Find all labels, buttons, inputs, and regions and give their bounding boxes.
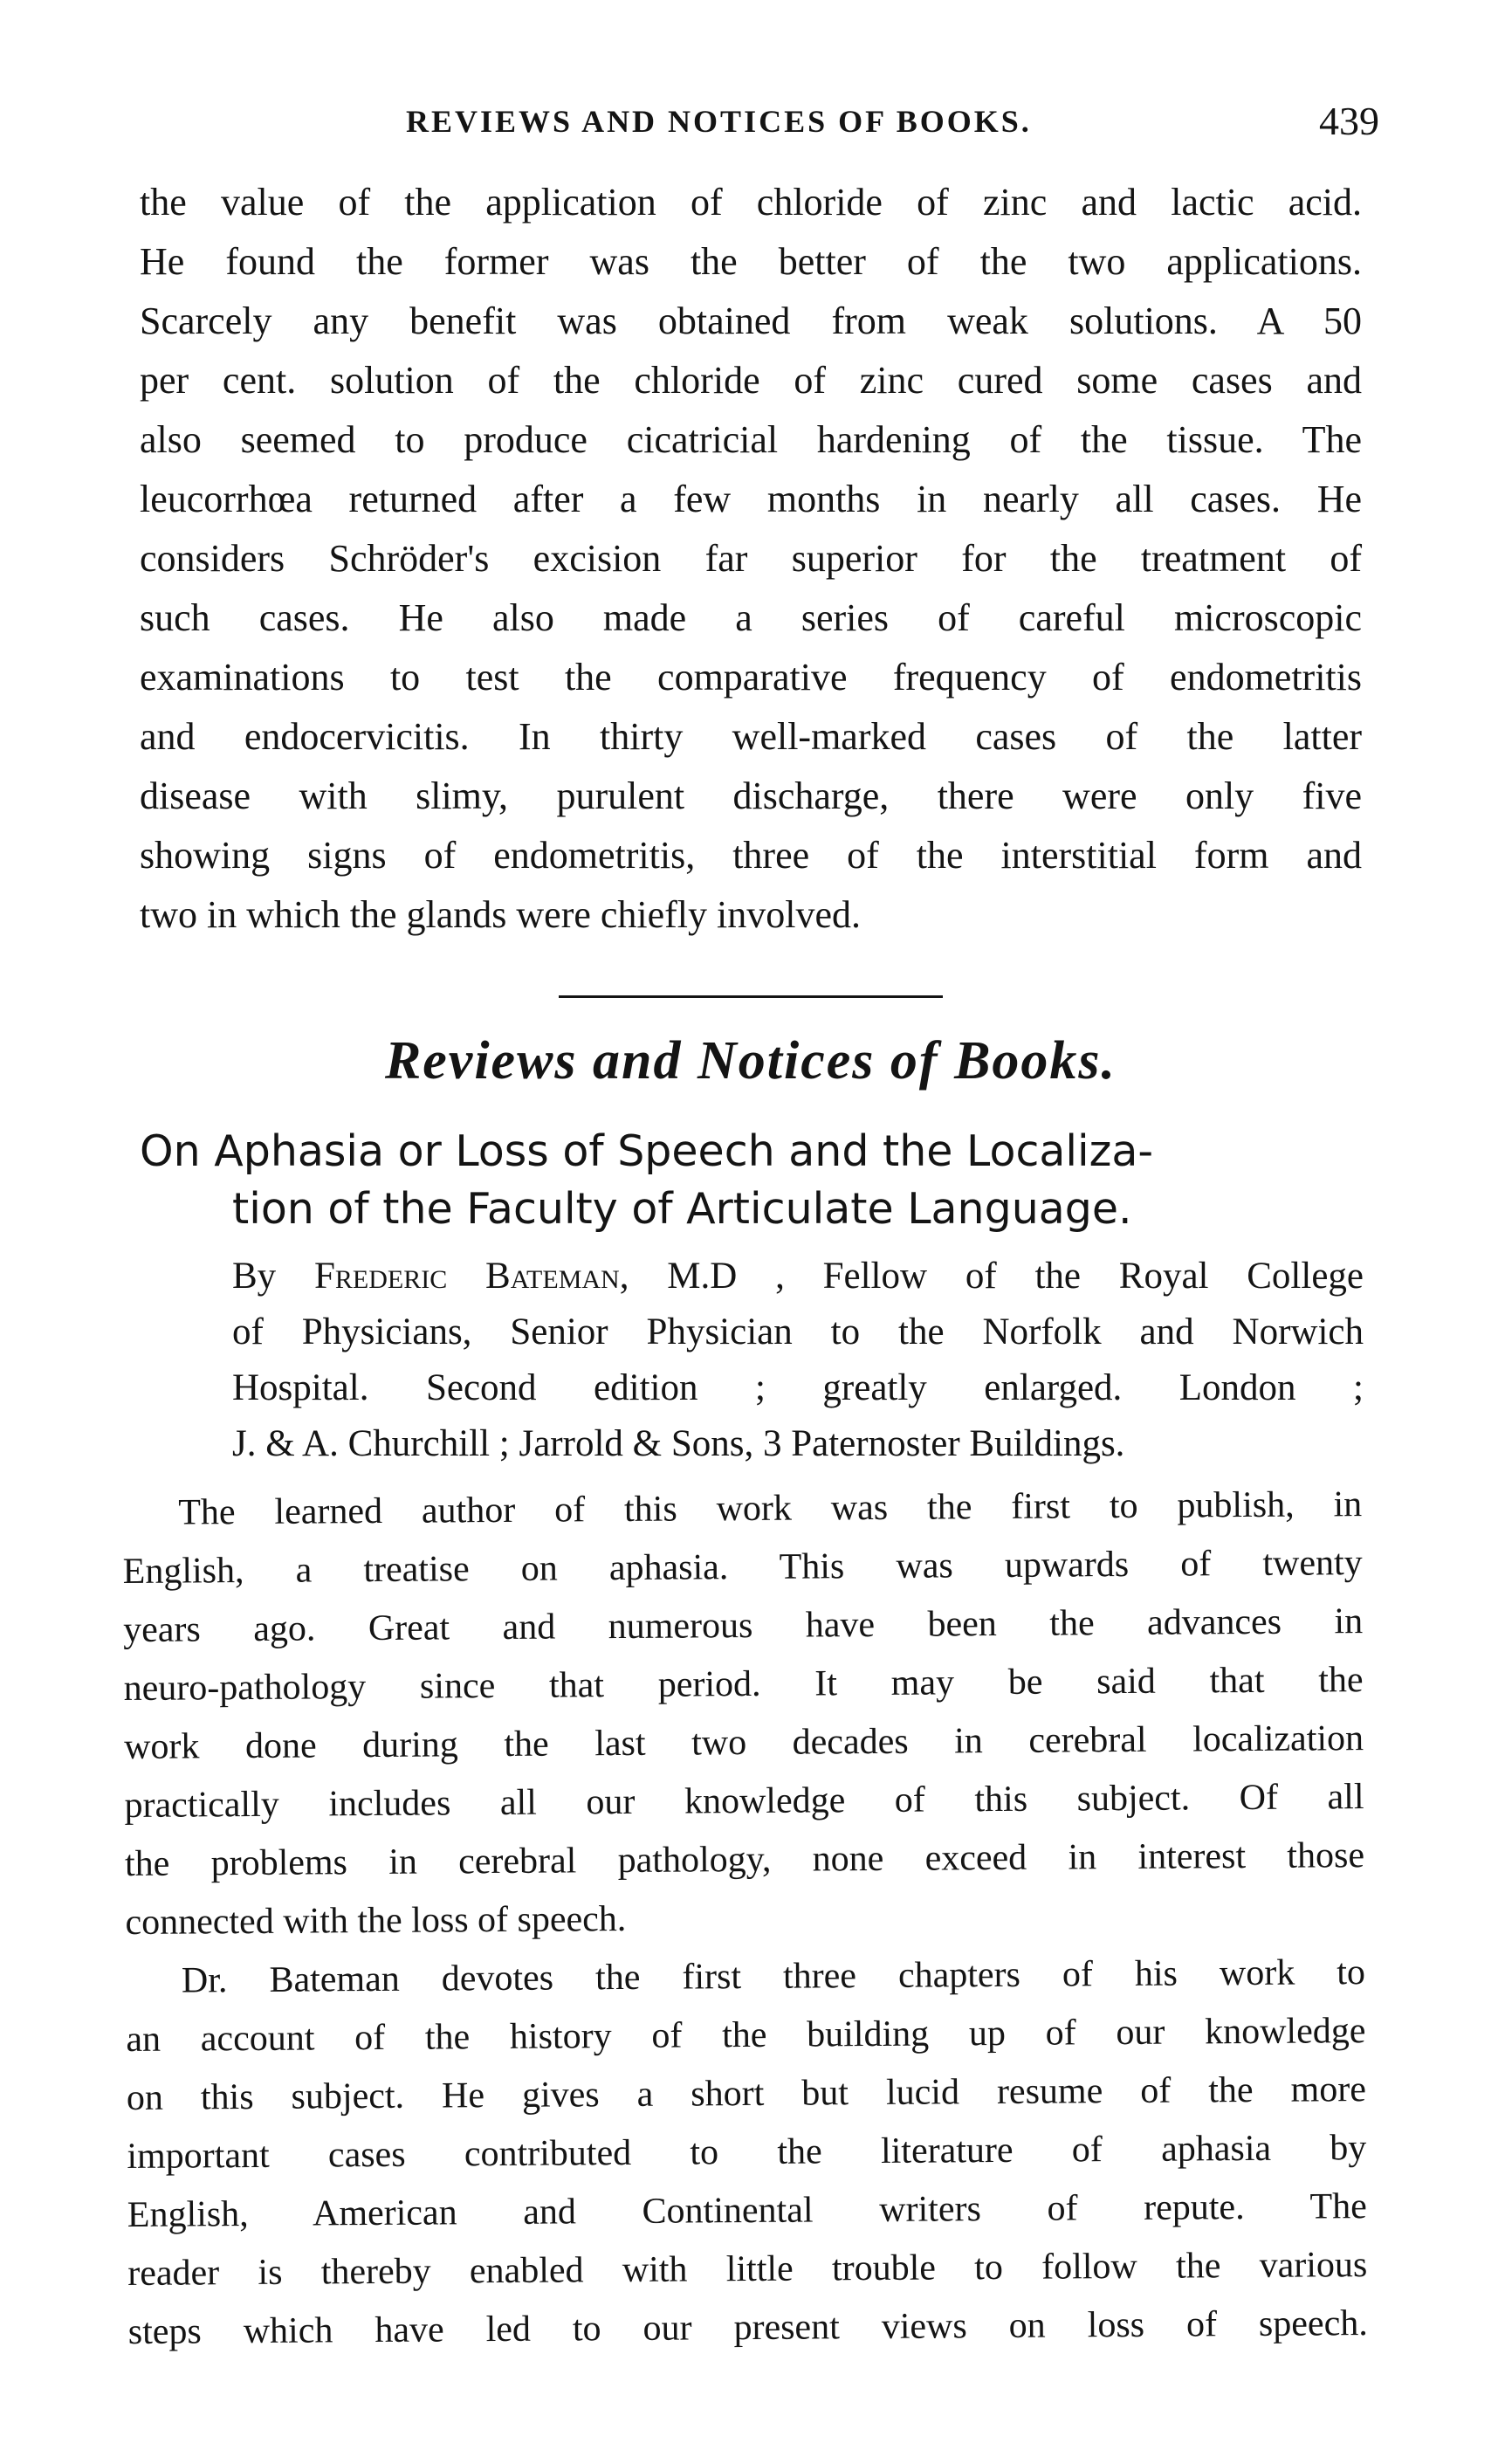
text-line: The learned author of this work was the first to publish, in — [178, 1484, 1363, 1533]
text-line: considers Schröder's excision far superior for the treatment of — [140, 537, 1362, 580]
text-line: English, a treatise on aphasia. This was upwards of twenty — [122, 1543, 1363, 1592]
book-title-line: tion of the Faculty of Articulate Language. — [232, 1184, 1132, 1234]
text-line: Dr. Bateman devotes the first three chapters of his work to — [181, 1952, 1366, 2001]
text-line: He found the former was the better of the two applications. — [140, 240, 1362, 283]
text-line: connected with the loss of speech. — [125, 1898, 627, 1943]
text-line: on this subject. He gives a short but lucid resume of the more — [126, 2069, 1367, 2118]
text-line: an account of the history of the building up of our knowledge — [126, 2011, 1366, 2060]
text-line: disease with slimy, purulent discharge, there were only five — [140, 774, 1362, 817]
text-line: practically includes all our knowledge of this subject. Of all — [124, 1777, 1364, 1826]
text-line: two in which the glands were chiefly involved. — [140, 893, 862, 936]
text-line: important cases contributed to the literature of aphasia by — [127, 2128, 1367, 2177]
book-title-line: On Aphasia or Loss of Speech and the Localiza- — [140, 1126, 1154, 1176]
citation-line — [232, 1249, 1364, 1304]
book-title — [140, 1123, 1362, 1238]
text-line: years ago. Great and numerous have been the advances in — [123, 1601, 1364, 1650]
text-line: steps which have led to our present views on loss of speech. — [127, 2303, 1368, 2352]
text-line: neuro-pathology since that period. It may be said that the — [123, 1660, 1364, 1709]
citation-author: Frederic Bateman — [313, 1256, 620, 1297]
text-line: examinations to test the comparative frequency of endometritis — [140, 656, 1362, 699]
text-line: also seemed to produce cicatricial hardening of the tissue. The — [140, 418, 1362, 461]
running-head: REVIEWS AND NOTICES OF BOOKS. — [406, 104, 1032, 139]
page-number: 439 — [1319, 99, 1379, 143]
section-divider — [559, 995, 943, 998]
text-line: English, American and Continental writers of repute. The — [127, 2186, 1367, 2235]
section-heading: Reviews and Notices of Books. — [384, 1031, 1117, 1091]
review-text — [122, 1476, 1368, 2362]
citation-by: By — [232, 1256, 277, 1297]
citation-credentials: , M.D , Fellow of the Royal College — [619, 1256, 1364, 1297]
text-line: Scarcely any benefit was obtained from weak solutions. A 50 — [140, 299, 1362, 342]
text-line: work done during the last two decades in cerebral localization — [123, 1718, 1364, 1767]
text-line: such cases. He also made a series of careful microscopic — [140, 596, 1362, 639]
intro-paragraph — [140, 173, 1362, 945]
text-line: the problems in cerebral pathology, none exceed in interest those — [124, 1835, 1365, 1884]
text-line: and endocervicitis. In thirty well-marked cases of the latter — [140, 715, 1362, 758]
citation-line: of Physicians, Senior Physician to the Norfolk and Norwich — [232, 1311, 1364, 1352]
text-line: reader is thereby enabled with little trouble to follow the various — [127, 2245, 1368, 2294]
text-line: showing signs of endometritis, three of the interstitial form and — [140, 834, 1362, 877]
citation-line: Hospital. Second edition ; greatly enlarged. London ; — [232, 1367, 1364, 1408]
book-citation — [232, 1249, 1364, 1472]
text-line: the value of the application of chloride of zinc and lactic acid. — [140, 181, 1362, 224]
page-header — [140, 98, 1379, 159]
text-line: per cent. solution of the chloride of zinc cured some cases and — [140, 359, 1362, 402]
citation-line: J. & A. Churchill ; Jarrold & Sons, 3 Paternoster Buildings. — [232, 1423, 1125, 1464]
text-line: leucorrhœa returned after a few months in nearly all cases. He — [140, 478, 1362, 520]
